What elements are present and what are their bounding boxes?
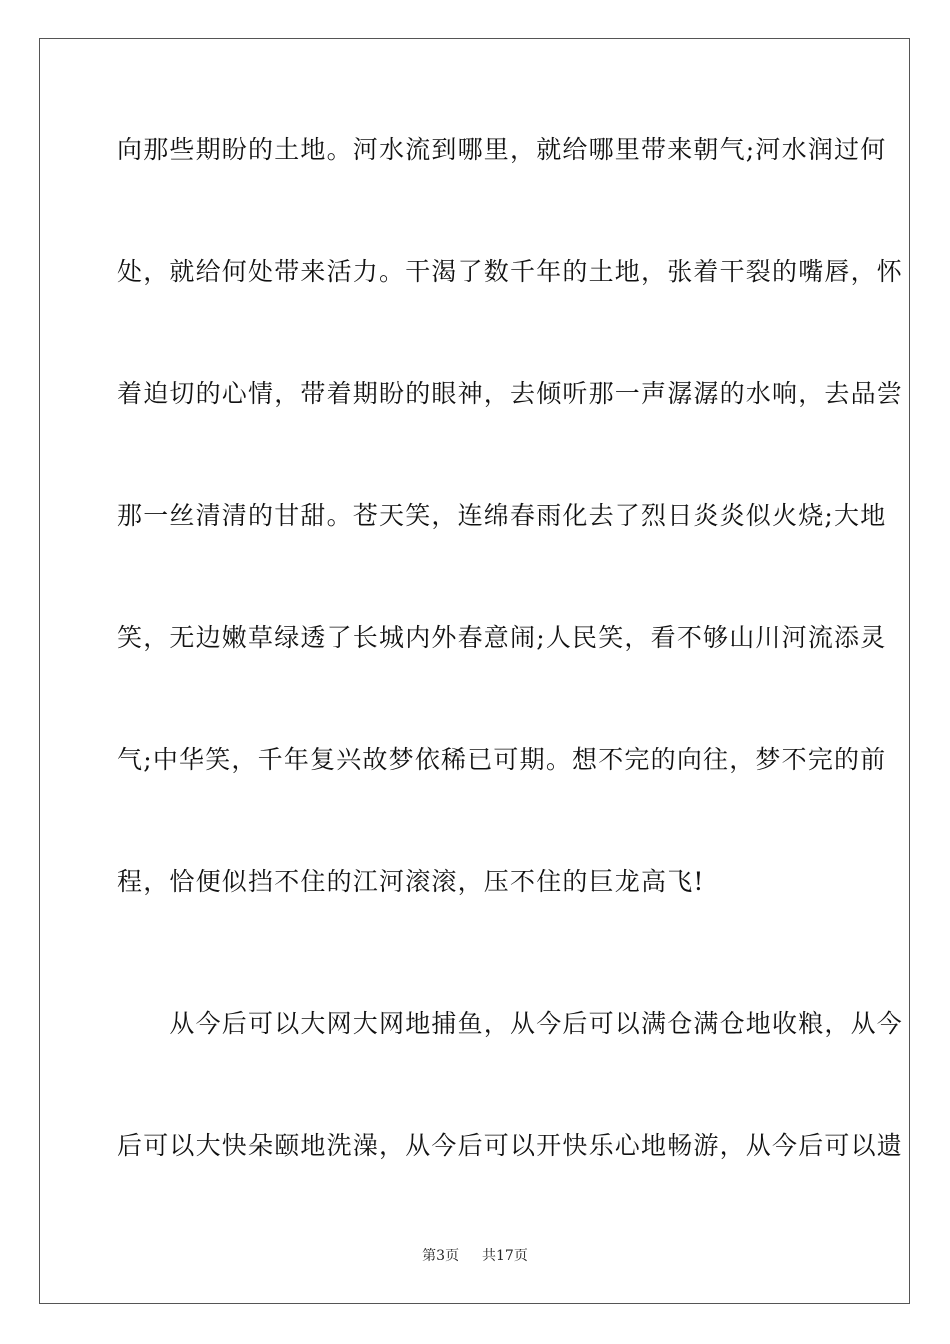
body-text-line-6: 气;中华笑，千年复兴故梦依稀已可期。想不完的向往，梦不完的前: [117, 745, 887, 774]
page-footer: [0, 1246, 950, 1266]
body-text-line-9: 后可以大快朵颐地洗澡，从今后可以开快乐心地畅游，从今后可以遗: [117, 1131, 904, 1160]
body-text-line-7: 程，恰便似挡不住的江河滚滚，压不住的巨龙高飞!: [117, 867, 705, 896]
page-number: 第3页: [422, 1248, 460, 1264]
body-text-line-3: 着迫切的心情，带着期盼的眼神，去倾听那一声潺潺的水响，去品尝: [117, 379, 904, 408]
page-border: [39, 38, 910, 1304]
body-text-line-5: 笑，无边嫩草绿透了长城内外春意闹;人民笑，看不够山川河流添灵: [117, 623, 887, 652]
body-text-line-1: 向那些期盼的土地。河水流到哪里，就给哪里带来朝气;河水润过何: [117, 135, 887, 164]
body-text-line-4: 那一丝清清的甘甜。苍天笑，连绵春雨化去了烈日炎炎似火烧;大地: [117, 501, 887, 530]
page-total: 共17页: [482, 1248, 528, 1264]
body-text-line-2: 处，就给何处带来活力。干渴了数千年的土地，张着干裂的嘴唇，怀: [117, 257, 904, 286]
body-text-line-8: 从今后可以大网大网地捕鱼，从今后可以满仓满仓地收粮，从今: [117, 1009, 904, 1038]
